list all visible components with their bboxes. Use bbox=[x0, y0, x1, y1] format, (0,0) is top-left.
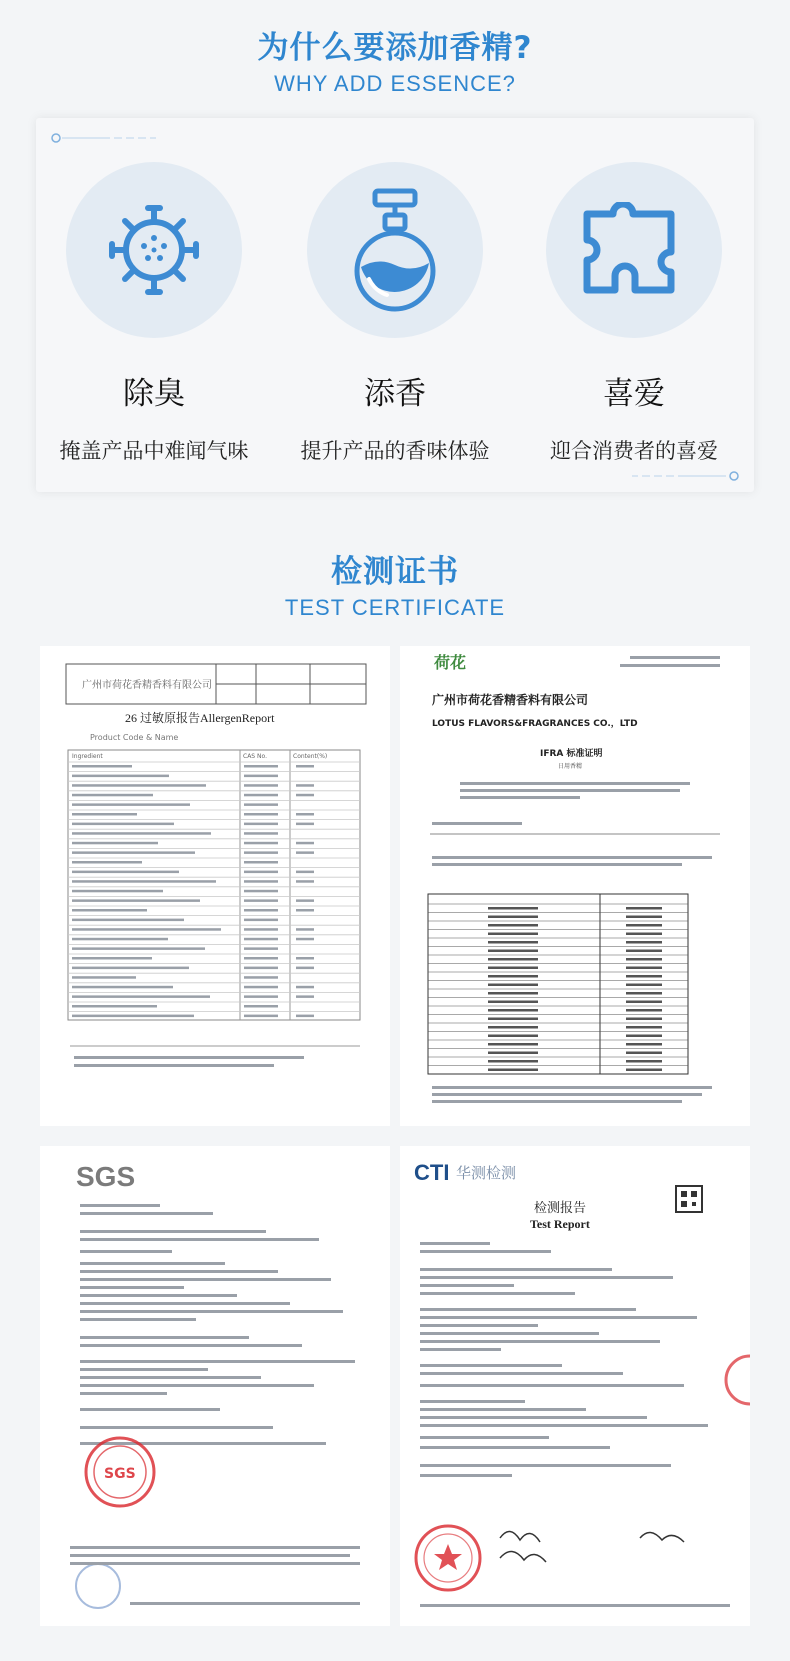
feature-favor bbox=[516, 162, 752, 465]
feature-icon-bg bbox=[546, 162, 722, 338]
perfume-bottle-icon bbox=[345, 185, 445, 315]
ifra-company-en: LOTUS FLAVORS&FRAGRANCES CO.，LTD bbox=[432, 719, 638, 729]
features-card bbox=[36, 118, 754, 492]
cert-title-en: TEST CERTIFICATE bbox=[284, 595, 506, 620]
feature-title: 喜爱 bbox=[603, 376, 665, 412]
allergen-product-code: Product Code & Name bbox=[90, 733, 179, 742]
cti-report-cn: 检测报告 bbox=[534, 1201, 587, 1216]
puzzle-icon bbox=[579, 202, 689, 298]
virus-icon bbox=[104, 200, 204, 300]
decor-line-icon bbox=[50, 132, 160, 144]
feature-desc: 掩盖产品中难闻气味 bbox=[59, 439, 249, 463]
ifra-company-cn: 广州市荷花香精香料有限公司 bbox=[432, 693, 589, 707]
feature-desc: 提升产品的香味体验 bbox=[300, 439, 490, 463]
feature-title: 除臭 bbox=[123, 376, 185, 412]
cert-section-header bbox=[0, 546, 790, 621]
allergen-header-company: 广州市荷花香精香料有限公司 bbox=[82, 680, 212, 691]
cti-logo-text: CTI bbox=[414, 1160, 450, 1185]
allergen-col-ingredient: Ingredient bbox=[72, 753, 103, 760]
why-section-header bbox=[0, 22, 790, 97]
ifra-cert-title: IFRA 标准证明 bbox=[540, 749, 603, 759]
feature-fragrance bbox=[277, 162, 513, 465]
allergen-col-cas: CAS No. bbox=[243, 753, 267, 760]
qr-code-icon bbox=[676, 1186, 702, 1212]
ifra-cert-subtitle: 日用香精 bbox=[558, 763, 583, 770]
allergen-col-content: Content(%) bbox=[293, 753, 328, 760]
feature-icon-bg bbox=[66, 162, 242, 338]
cti-report-image bbox=[400, 1146, 750, 1626]
allergen-report-image bbox=[40, 646, 390, 1126]
cti-logo-cn: 华测检测 bbox=[456, 1164, 517, 1182]
feature-title: 添香 bbox=[364, 376, 426, 412]
sgs-stamp-text: SGS bbox=[104, 1466, 136, 1482]
cti-report-en: Test Report bbox=[530, 1217, 590, 1231]
feature-icon-bg bbox=[307, 162, 483, 338]
feature-desc: 迎合消费者的喜爱 bbox=[550, 439, 718, 463]
allergen-report-title: 26 过敏原报告AllergenReport bbox=[125, 711, 275, 725]
decor-line-icon bbox=[630, 470, 740, 482]
why-title-en: WHY ADD ESSENCE? bbox=[274, 71, 516, 96]
ifra-certificate-image bbox=[400, 646, 750, 1126]
sgs-report-image bbox=[40, 1146, 390, 1626]
why-title-cn: 为什么要添加香精? bbox=[257, 30, 533, 66]
sgs-logo-text: SGS bbox=[76, 1161, 136, 1192]
cert-title-cn: 检测证书 bbox=[331, 554, 459, 590]
ifra-logo-text: 荷花 bbox=[434, 653, 467, 672]
feature-deodorize bbox=[36, 162, 272, 465]
